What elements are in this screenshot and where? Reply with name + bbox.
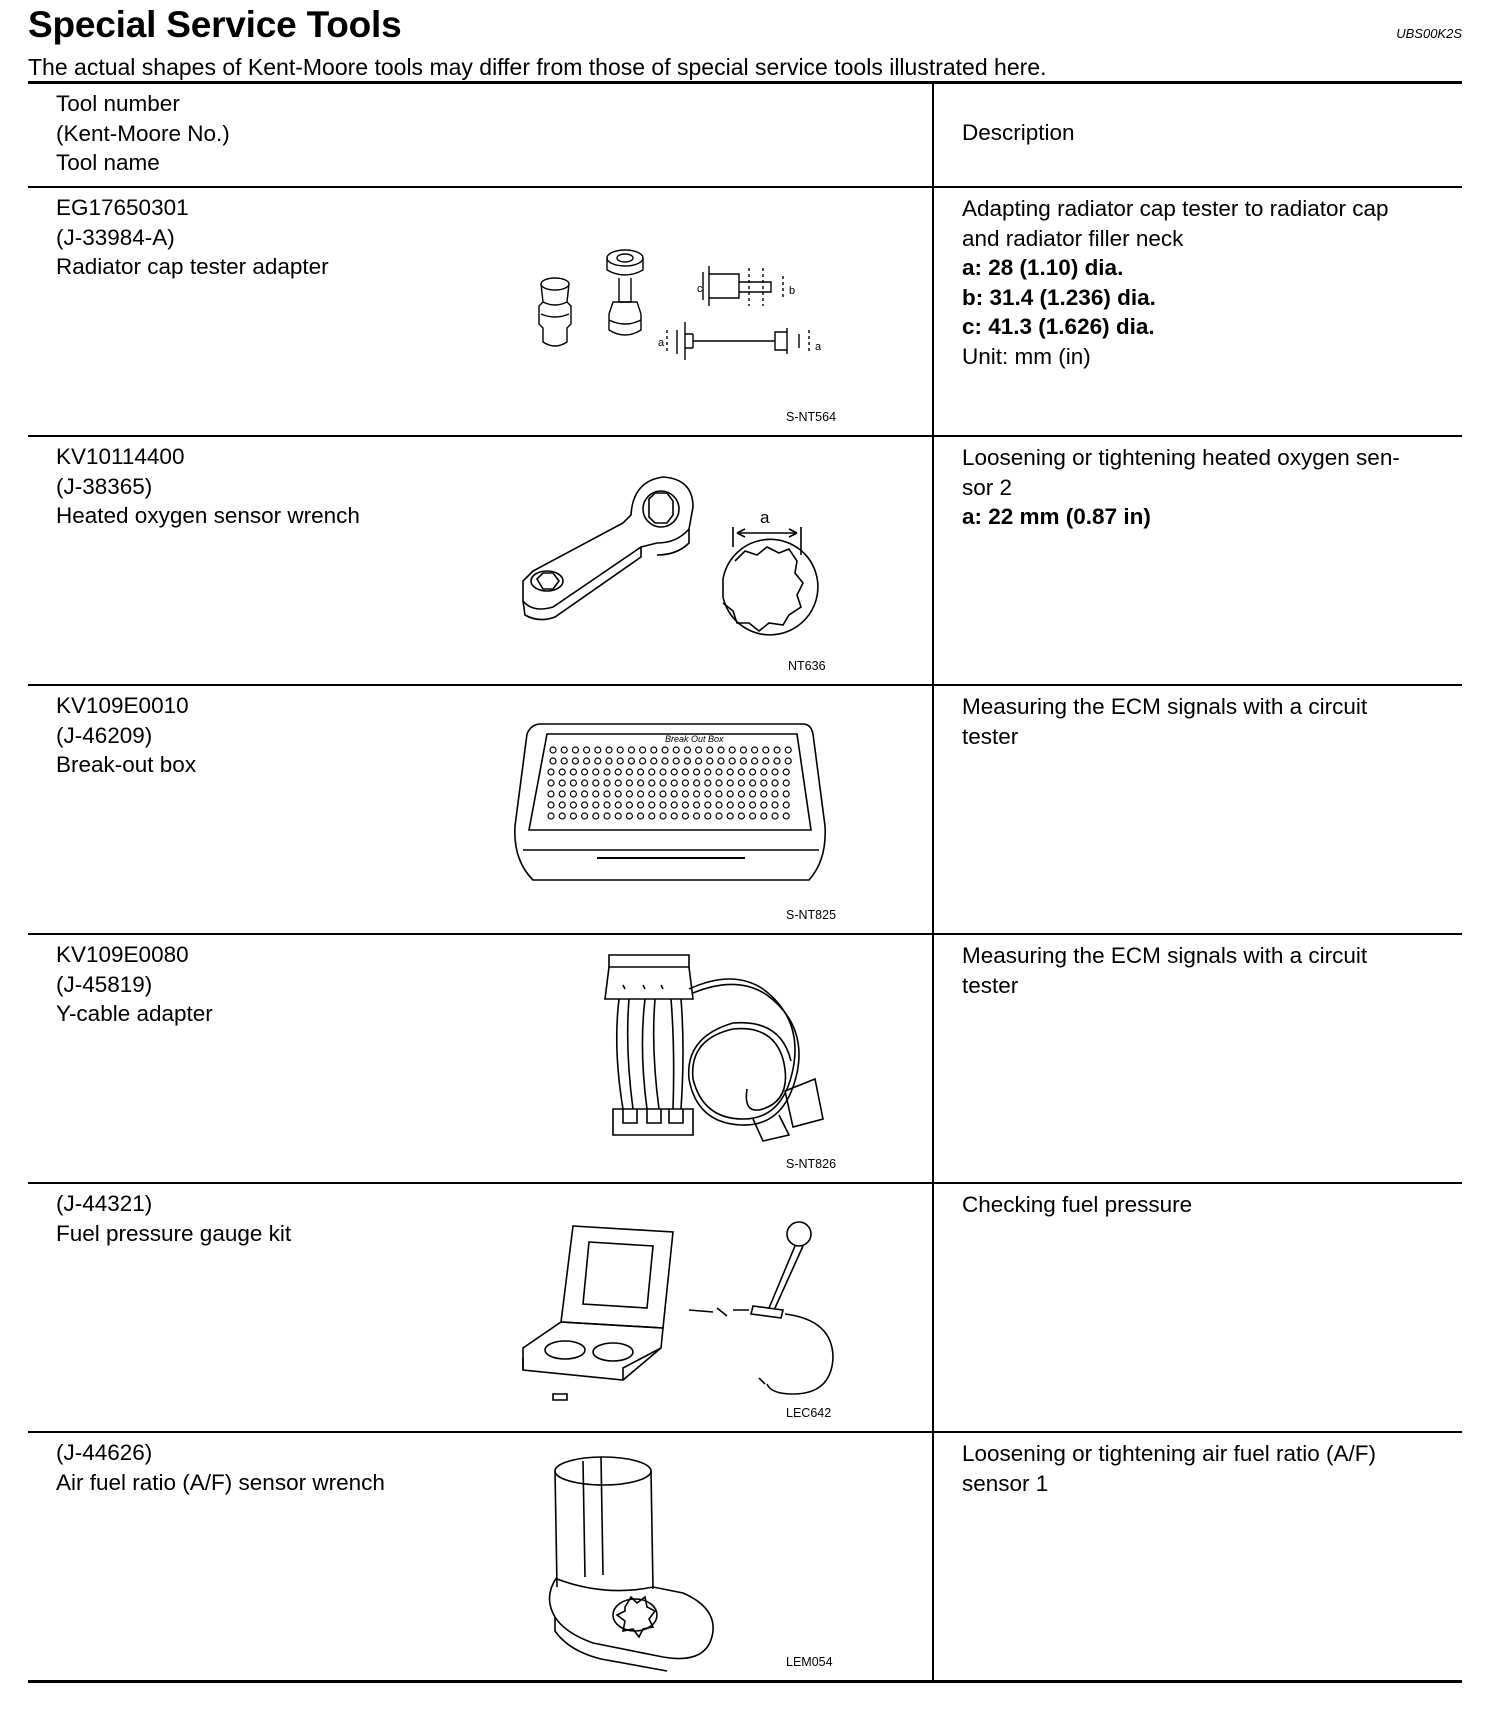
pin-hole (705, 769, 711, 775)
pin-hole (649, 769, 655, 775)
pin-hole (774, 747, 780, 753)
pin-hole (548, 780, 554, 786)
description-line: Measuring the ECM signals with a circuit (962, 943, 1368, 968)
pin-hole (559, 769, 565, 775)
pin-hole (705, 813, 711, 819)
pin-hole (649, 780, 655, 786)
pin-hole (638, 802, 644, 808)
description-line: sensor 1 (962, 1470, 1049, 1496)
pin-hole (606, 758, 612, 764)
spec-line: a: 28 (1.10) dia. (962, 255, 1124, 280)
pin-hole (604, 813, 610, 819)
pin-hole (785, 747, 791, 753)
pin-hole (660, 769, 666, 775)
pin-hole (604, 780, 610, 786)
kent-moore-number: (J-44626) (56, 1440, 153, 1465)
pin-hole (682, 791, 688, 797)
figure-code: NT636 (788, 659, 826, 673)
description-line: Checking fuel pressure (962, 1192, 1193, 1217)
pin-hole (660, 780, 666, 786)
pin-hole (684, 747, 690, 753)
header-kent-moore: (Kent-Moore No.) (56, 120, 230, 146)
pin-hole (593, 780, 599, 786)
kent-moore-number: (J-44321) (56, 1191, 153, 1216)
table-row (28, 1183, 1462, 1432)
pin-hole (559, 813, 565, 819)
pin-hole (729, 758, 735, 764)
pin-hole (626, 780, 632, 786)
pin-hole (572, 747, 578, 753)
pin-hole (649, 791, 655, 797)
pin-hole (572, 758, 578, 764)
pin-hole (570, 769, 576, 775)
header-right-cell (933, 83, 1462, 188)
tool-name: Radiator cap tester adapter (56, 254, 329, 279)
pin-hole (761, 813, 767, 819)
pin-hole (772, 813, 778, 819)
pin-hole (626, 769, 632, 775)
kent-moore-number: (J-45819) (56, 971, 153, 997)
pin-hole (761, 791, 767, 797)
tool-name: Heated oxygen sensor wrench (56, 503, 360, 528)
dim-label-a-left: a (658, 337, 665, 349)
pin-hole (785, 758, 791, 764)
pin-hole (651, 758, 657, 764)
pin-hole (716, 780, 722, 786)
pin-hole (682, 780, 688, 786)
y-cable-adapter-illustration (513, 949, 893, 1173)
pin-hole (559, 780, 565, 786)
pin-hole (783, 769, 789, 775)
pin-hole (694, 791, 700, 797)
pin-hole (694, 813, 700, 819)
pin-hole (606, 747, 612, 753)
pin-hole (628, 758, 634, 764)
table-row (28, 685, 1462, 934)
dim-label-b: b (789, 285, 796, 297)
table-row (28, 1432, 1462, 1682)
pin-hole (727, 780, 733, 786)
pin-hole (671, 791, 677, 797)
pin-hole (727, 802, 733, 808)
tool-number: KV109E0010 (56, 693, 189, 718)
header-tool-number: Tool number (56, 91, 180, 116)
description-line: Adapting radiator cap tester to radiator cap (962, 196, 1389, 221)
tool-number: KV10114400 (56, 444, 185, 469)
pin-hole (716, 802, 722, 808)
pin-hole (617, 758, 623, 764)
figure-code: S-NT826 (786, 1157, 837, 1171)
pin-hole (660, 813, 666, 819)
figure-code: LEM054 (786, 1655, 833, 1669)
description-line: Measuring the ECM signals with a circuit (962, 694, 1368, 719)
pin-hole (727, 813, 733, 819)
table-row (28, 187, 1462, 436)
pin-hole (615, 769, 621, 775)
figure-code: S-NT825 (786, 908, 837, 922)
pin-hole (615, 780, 621, 786)
pin-hole (561, 747, 567, 753)
break-out-box-illustration (513, 700, 893, 924)
pin-hole (673, 747, 679, 753)
pin-hole (662, 747, 668, 753)
oxygen-sensor-wrench-illustration (513, 451, 893, 675)
pin-hole (660, 802, 666, 808)
pin-hole (707, 747, 713, 753)
pin-hole (682, 769, 688, 775)
pin-hole (570, 780, 576, 786)
pin-hole (696, 747, 702, 753)
pin-hole (750, 791, 756, 797)
pin-hole (783, 780, 789, 786)
figure-code: S-NT564 (786, 410, 837, 424)
pin-hole (727, 769, 733, 775)
pin-hole (582, 802, 588, 808)
pin-hole (783, 802, 789, 808)
pin-hole (716, 813, 722, 819)
pin-hole (604, 769, 610, 775)
pin-hole (738, 769, 744, 775)
pin-hole (662, 758, 668, 764)
pin-hole (752, 747, 758, 753)
tool-name: Break-out box (56, 752, 197, 777)
pin-hole (582, 813, 588, 819)
pin-hole (740, 747, 746, 753)
pin-hole (750, 769, 756, 775)
pin-hole (638, 791, 644, 797)
pin-hole (729, 747, 735, 753)
pin-hole (626, 802, 632, 808)
pin-hole (718, 758, 724, 764)
pin-hole (582, 769, 588, 775)
description-line: Loosening or tightening heated oxygen sen- (962, 445, 1400, 470)
pin-hole (761, 769, 767, 775)
kent-moore-number: (J-38365) (56, 473, 153, 499)
pin-hole (626, 813, 632, 819)
description-line: tester (962, 972, 1019, 998)
pin-hole (638, 780, 644, 786)
description-line: sor 2 (962, 474, 1013, 500)
pin-hole (640, 758, 646, 764)
pin-hole (772, 780, 778, 786)
pin-hole (740, 758, 746, 764)
pin-hole (716, 769, 722, 775)
pin-hole (615, 802, 621, 808)
radiator-cap-adapter-illustration (513, 202, 893, 426)
pin-hole (638, 769, 644, 775)
dim-label-a-right: a (815, 341, 822, 353)
figure-code: LEC642 (786, 1406, 832, 1420)
pin-hole (682, 813, 688, 819)
pin-hole (559, 802, 565, 808)
tool-number: EG17650301 (56, 195, 189, 220)
pin-hole (763, 758, 769, 764)
pin-hole (705, 802, 711, 808)
pin-hole (671, 780, 677, 786)
kent-moore-number: (J-46209) (56, 722, 153, 748)
pin-hole (772, 791, 778, 797)
pin-hole (783, 791, 789, 797)
pin-hole (550, 747, 556, 753)
pin-hole (705, 791, 711, 797)
pin-hole (649, 802, 655, 808)
special-service-tools-table (28, 81, 1462, 1683)
pin-hole (750, 813, 756, 819)
pin-hole (595, 758, 601, 764)
pin-hole (548, 813, 554, 819)
box-label: Break Out Box (665, 734, 724, 744)
pin-hole (738, 791, 744, 797)
tool-name: Air fuel ratio (A/F) sensor wrench (56, 1469, 385, 1495)
pin-hole (617, 747, 623, 753)
dim-label-c: c (697, 283, 703, 295)
spec-line: b: 31.4 (1.236) dia. (962, 284, 1156, 310)
pin-hole (593, 813, 599, 819)
pin-hole (727, 791, 733, 797)
pin-hole (694, 802, 700, 808)
pin-hole (772, 769, 778, 775)
pin-hole (582, 780, 588, 786)
table-row (28, 934, 1462, 1183)
pin-hole (628, 747, 634, 753)
pin-hole (559, 791, 565, 797)
tool-name: Y-cable adapter (56, 1001, 213, 1026)
pin-hole (772, 802, 778, 808)
header-left-cell (28, 83, 933, 188)
pin-hole (738, 813, 744, 819)
pin-hole (548, 802, 554, 808)
document-id: UBS00K2S (1396, 26, 1462, 41)
dim-label-a: a (760, 508, 770, 527)
page-title: Special Service Tools (28, 4, 402, 45)
pin-hole (738, 802, 744, 808)
kent-moore-number: (J-33984-A) (56, 224, 175, 250)
pin-hole (593, 802, 599, 808)
pin-hole (682, 802, 688, 808)
pin-hole (582, 791, 588, 797)
tool-number: KV109E0080 (56, 942, 189, 967)
pin-hole (716, 791, 722, 797)
pin-hole (584, 747, 590, 753)
header-tool-name: Tool name (56, 150, 160, 175)
pin-hole (626, 791, 632, 797)
pin-hole (671, 802, 677, 808)
pin-hole (696, 758, 702, 764)
pin-hole (705, 780, 711, 786)
pin-hole (548, 769, 554, 775)
pin-hole (604, 791, 610, 797)
pin-hole (651, 747, 657, 753)
pin-hole (738, 780, 744, 786)
pin-hole (671, 769, 677, 775)
fuel-pressure-gauge-kit-illustration (513, 1198, 893, 1422)
pin-hole (671, 813, 677, 819)
pin-hole (595, 747, 601, 753)
pin-hole (640, 747, 646, 753)
header-description: Description (962, 120, 1075, 145)
pin-hole (694, 780, 700, 786)
pin-hole (684, 758, 690, 764)
description-line: and radiator filler neck (962, 225, 1184, 251)
intro-note: The actual shapes of Kent-Moore tools may differ from those of special service tools illustrated here. (28, 54, 1047, 80)
pin-hole (570, 791, 576, 797)
table-header-row (28, 83, 1462, 188)
pin-hole (761, 780, 767, 786)
pin-hole (673, 758, 679, 764)
pin-hole (649, 813, 655, 819)
pin-hole (750, 802, 756, 808)
pin-hole (783, 813, 789, 819)
pin-hole (604, 802, 610, 808)
pin-hole (707, 758, 713, 764)
pin-hole (561, 758, 567, 764)
pin-hole (570, 802, 576, 808)
spec-line: a: 22 mm (0.87 in) (962, 504, 1151, 529)
table-row (28, 436, 1462, 685)
pin-hole (548, 791, 554, 797)
unit-line: Unit: mm (in) (962, 343, 1091, 369)
pin-hole (750, 780, 756, 786)
pin-hole (584, 758, 590, 764)
spec-line: c: 41.3 (1.626) dia. (962, 314, 1155, 339)
description-line: Loosening or tightening air fuel ratio (A/F) (962, 1441, 1376, 1466)
af-sensor-wrench-illustration (513, 1447, 893, 1671)
pin-hole (774, 758, 780, 764)
pin-hole (615, 813, 621, 819)
pin-hole (593, 769, 599, 775)
pin-hole (570, 813, 576, 819)
tool-name: Fuel pressure gauge kit (56, 1220, 292, 1246)
description-line: tester (962, 723, 1019, 749)
pin-hole (694, 769, 700, 775)
pin-hole (718, 747, 724, 753)
pin-hole (752, 758, 758, 764)
pin-hole (615, 791, 621, 797)
pin-hole (638, 813, 644, 819)
pin-hole (550, 758, 556, 764)
pin-hole (763, 747, 769, 753)
pin-hole (660, 791, 666, 797)
pin-hole (761, 802, 767, 808)
pin-hole (593, 791, 599, 797)
